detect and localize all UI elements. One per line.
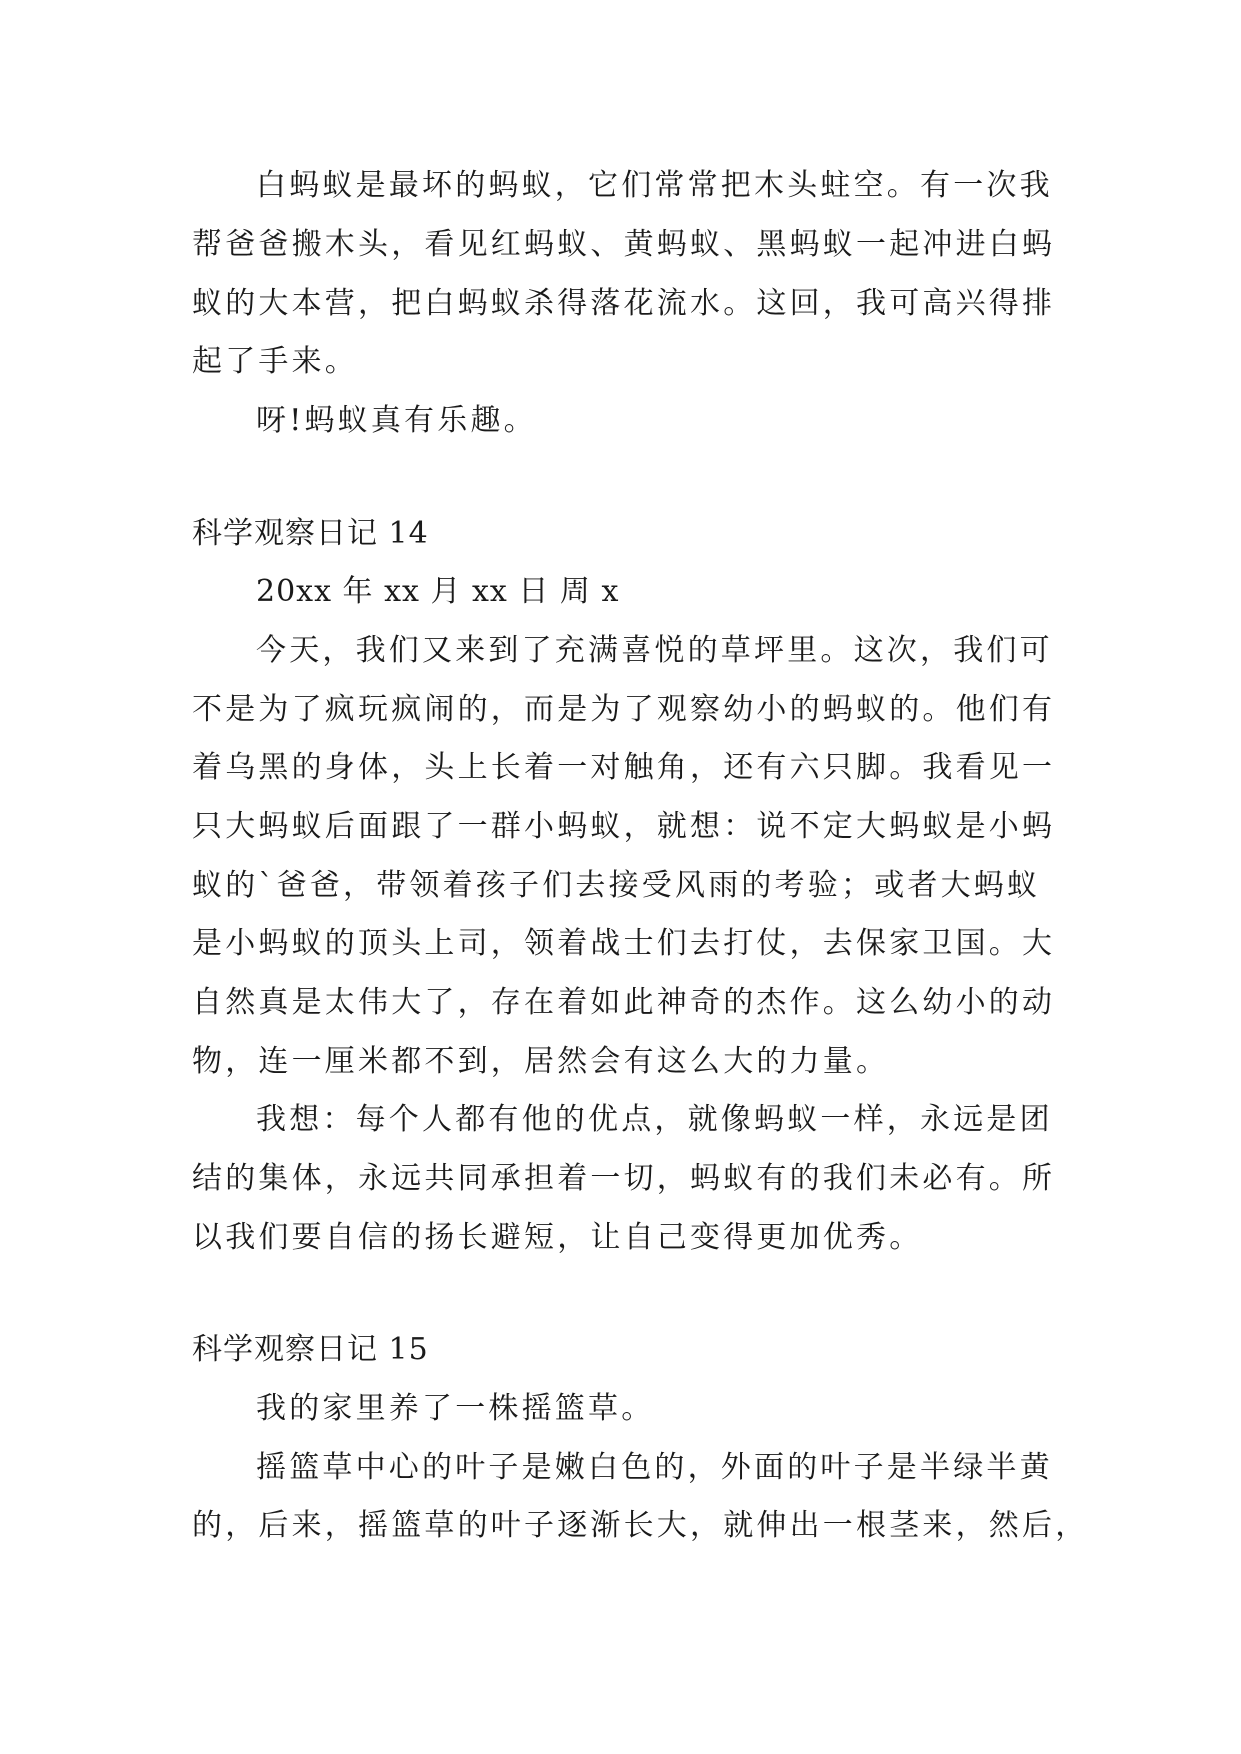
date-line: 20xx 年 xx 月 xx 日 周 x xyxy=(256,574,620,609)
section-heading: 科学观察日记 15 xyxy=(192,1332,429,1367)
text-line: 只大蚂蚁后面跟了一群小蚂蚁，就想：说不定大蚂蚁是小蚂 xyxy=(192,809,1056,844)
text-line: 着乌黑的身体，头上长着一对触角，还有六只脚。我看见一 xyxy=(192,750,1056,785)
text-line: 的，后来，摇篮草的叶子逐渐长大，就伸出一根茎来，然后， xyxy=(192,1508,1089,1543)
text-line: 白蚂蚁是最坏的蚂蚁，它们常常把木头蛀空。有一次我 xyxy=(256,168,1053,203)
text-line: 今天，我们又来到了充满喜悦的草坪里。这次，我们可 xyxy=(256,633,1053,668)
text-line: 呀!蚂蚁真有乐趣。 xyxy=(256,403,537,438)
text-line: 蚁的`爸爸，带领着孩子们去接受风雨的考验；或者大蚂蚁 xyxy=(192,868,1041,903)
text-line: 结的集体，永远共同承担着一切，蚂蚁有的我们未必有。所 xyxy=(192,1161,1056,1196)
text-line: 摇篮草中心的叶子是嫩白色的，外面的叶子是半绿半黄 xyxy=(256,1450,1053,1485)
text-line: 是小蚂蚁的顶头上司，领着战士们去打仗，去保家卫国。大 xyxy=(192,926,1056,961)
section-heading: 科学观察日记 14 xyxy=(192,516,429,551)
text-line: 以我们要自信的扬长避短，让自己变得更加优秀。 xyxy=(192,1220,923,1255)
text-line: 蚁的大本营，把白蚂蚁杀得落花流水。这回，我可高兴得排 xyxy=(192,286,1056,321)
text-line: 我想：每个人都有他的优点，就像蚂蚁一样，永远是团 xyxy=(256,1102,1053,1137)
text-line: 帮爸爸搬木头，看见红蚂蚁、黄蚂蚁、黑蚂蚁一起冲进白蚂 xyxy=(192,227,1056,262)
text-line: 我的家里养了一株摇篮草。 xyxy=(256,1391,655,1426)
text-line: 物，连一厘米都不到，居然会有这么大的力量。 xyxy=(192,1044,890,1079)
text-line: 起了手来。 xyxy=(192,344,358,379)
text-line: 自然真是太伟大了，存在着如此神奇的杰作。这么幼小的动 xyxy=(192,985,1056,1020)
text-line: 不是为了疯玩疯闹的，而是为了观察幼小的蚂蚁的。他们有 xyxy=(192,692,1056,727)
